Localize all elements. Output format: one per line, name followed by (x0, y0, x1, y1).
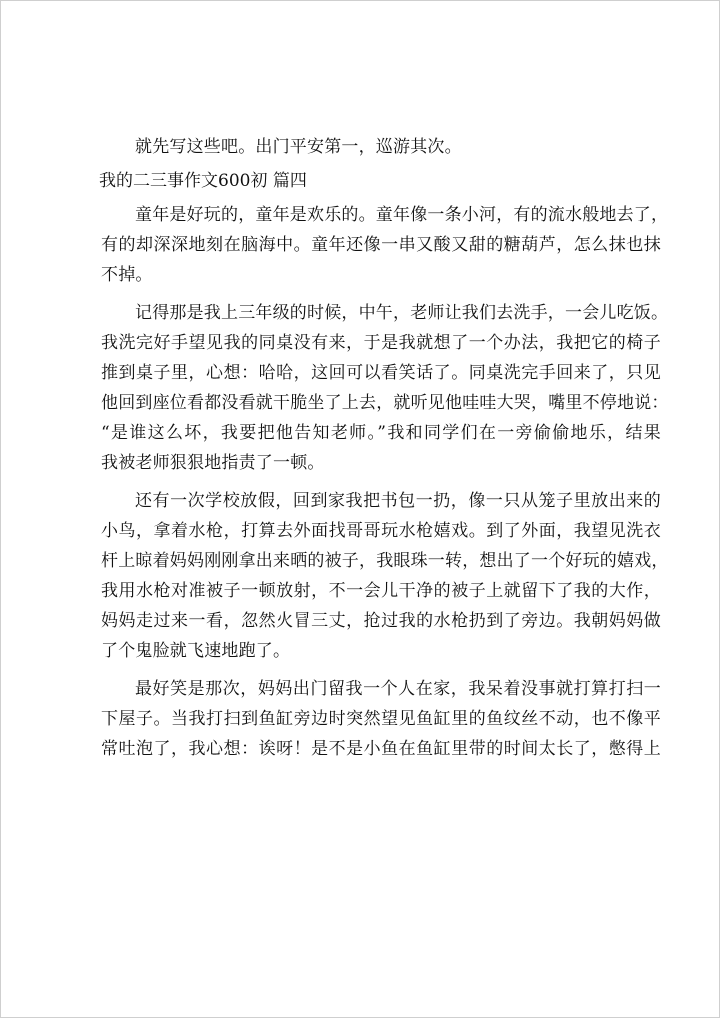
section-title: 我的二三事作文600初 篇四 (99, 171, 307, 191)
document-body (99, 132, 669, 764)
paragraph-3 (101, 486, 669, 666)
paragraph-2 (101, 298, 669, 478)
paragraph-line: 最好笑是那次，妈妈出门留我一个人在家，我呆着没事就打算打扫一 (135, 679, 661, 699)
paragraph-1 (101, 200, 669, 290)
paragraph-line: 童年是好玩的，童年是欢乐的。童年像一条小河，有的流水般地去了， (135, 205, 669, 225)
paragraph-line: 常吐泡了，我心想：诶呀！是不是小鱼在鱼缸里带的时间太长了，憋得上 (101, 739, 661, 759)
paragraph-line: 我洗完好手望见我的同桌没有来，于是我就想了一个办法，我把它的椅子 (101, 333, 661, 353)
paragraph-line: 记得那是我上三年级的时候，中午，老师让我们去洗手，一会儿吃饭。 (135, 303, 669, 323)
paragraph-line: 了个鬼脸就飞速地跑了。 (101, 641, 291, 661)
paragraph-line: 有的却深深地刻在脑海中。童年还像一串又酸又甜的糖葫芦，怎么抹也抹 (101, 235, 661, 255)
paragraph-line: 还有一次学校放假，回到家我把书包一扔，像一只从笼子里放出来的 (135, 491, 661, 511)
intro-line: 就先写这些吧。出门平安第一，巡游其次。 (135, 137, 462, 157)
paragraph-line: 推到桌子里，心想：哈哈，这回可以看笑话了。同桌洗完手回来了，只见 (101, 363, 661, 383)
paragraph-line: 他回到座位看都没看就干脆坐了上去，就听见他哇哇大哭，嘴里不停地说： (101, 393, 669, 413)
paragraph-line: 不掉。 (101, 265, 153, 285)
paragraph-line: 妈妈走过来一看，忽然火冒三丈，抢过我的水枪扔到了旁边。我朝妈妈做 (101, 611, 661, 631)
paragraph-line: 小鸟，拿着水枪，打算去外面找哥哥玩水枪嬉戏。到了外面，我望见洗衣 (101, 521, 661, 541)
paragraph-line: “是谁这么坏，我要把他告知老师。”我和同学们在一旁偷偷地乐，结果 (101, 423, 661, 443)
paragraph-line: 下屋子。当我打扫到鱼缸旁边时突然望见鱼缸里的鱼纹丝不动，也不像平 (101, 709, 661, 729)
paragraph-line: 杆上晾着妈妈刚刚拿出来晒的被子，我眼珠一转，想出了一个好玩的嬉戏， (101, 551, 669, 571)
paragraph-line: 我用水枪对准被子一顿放射，不一会儿干净的被子上就留下了我的大作， (101, 581, 661, 601)
paragraph-line: 我被老师狠狠地指责了一顿。 (101, 453, 325, 473)
paragraph-4 (101, 674, 661, 764)
